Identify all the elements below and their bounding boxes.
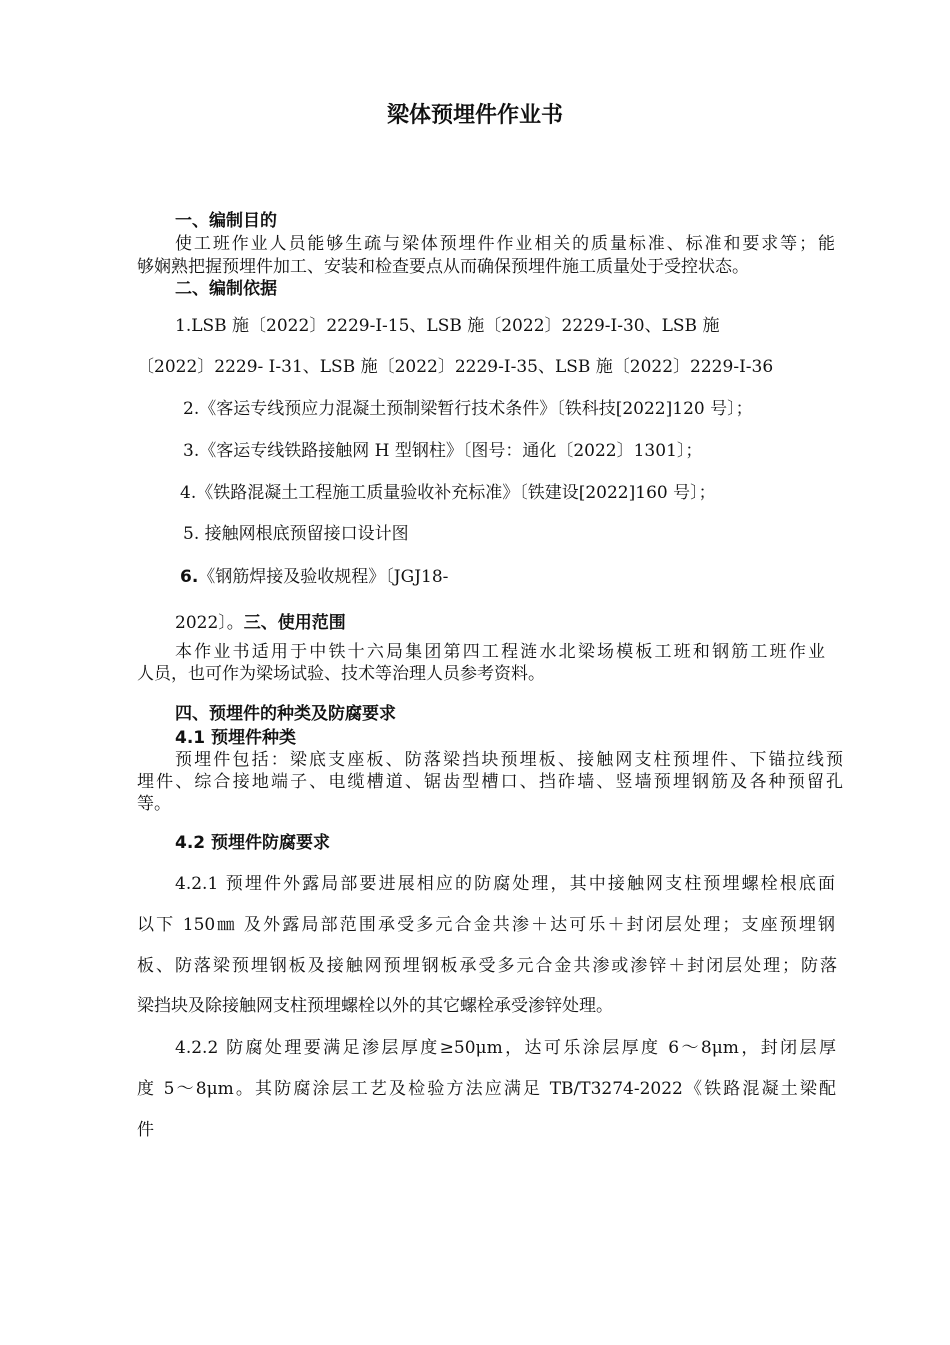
basis-item-6 — [180, 567, 448, 587]
basis-item-6-number: 6. — [180, 567, 199, 587]
clause-4-2-1-line-2: 以下 150㎜ 及外露局部范围承受多元合金共渗＋达可乐＋封闭层处理；支座预埋钢 — [137, 915, 835, 935]
scope-line-2: 人员，也可作为梁场试验、技术等治理人员参考资料。 — [137, 664, 545, 684]
types-line-3: 等。 — [137, 794, 171, 814]
section-heading-types: 四、预埋件的种类及防腐要求 — [175, 704, 396, 724]
clause-4-2-2-line-1: 4.2.2 防腐处理要满足渗层厚度≥50μm，达可乐涂层厚度 6～8μm，封闭层厚 — [175, 1038, 836, 1058]
types-line-1: 预埋件包括：梁底支座板、防落梁挡块预埋板、接触网支柱预埋件、下锚拉线预 — [175, 750, 843, 770]
purpose-line-2: 够娴熟把握预埋件加工、安装和检查要点从而确保预埋件施工质量处于受控状态。 — [137, 257, 749, 277]
types-line-2: 埋件、综合接地端子、电缆槽道、锯齿型槽口、挡砟墙、竖墙预埋钢筋及各种预留孔 — [137, 772, 843, 792]
subsection-heading-4-2: 4.2 预埋件防腐要求 — [175, 833, 331, 853]
clause-4-2-1-line-1: 4.2.1 预埋件外露局部要进展相应的防腐处理，其中接触网支柱预埋螺栓根底面 — [175, 874, 835, 894]
basis-item-6-continuation-and-scope-heading — [175, 613, 346, 633]
section-heading-basis: 二、编制依据 — [175, 279, 277, 299]
basis-item-6-continuation: 2022〕。 — [175, 613, 244, 633]
purpose-line-1: 使工班作业人员能够生疏与梁体预埋件作业相关的质量标准、标准和要求等；能 — [175, 234, 835, 254]
clause-4-2-1-line-3: 板、防落梁预埋钢板及接触网预埋钢板承受多元合金共渗或渗锌＋封闭层处理；防落 — [137, 956, 837, 976]
basis-item-3: 3.《客运专线铁路接触网 H 型钢柱》〔图号：通化〔2022〕1301〕； — [183, 441, 703, 461]
section-heading-scope: 三、使用范围 — [243, 613, 346, 633]
document-title: 梁体预埋件作业书 — [386, 103, 563, 128]
clause-4-2-1-line-4: 梁挡块及除接触网支柱预埋螺栓以外的其它螺栓承受渗锌处理。 — [137, 996, 613, 1016]
basis-item-1-line-1: 1.LSB 施〔2022〕2229-Ⅰ-15、LSB 施〔2022〕2229-Ⅰ-30、LSB 施 — [175, 316, 720, 336]
scope-line-1: 本作业书适用于中铁十六局集团第四工程涟水北梁场模板工班和钢筋工班作业 — [175, 642, 825, 662]
basis-item-4: 4.《铁路混凝土工程施工质量验收补充标准》〔铁建设[2022]160 号〕； — [180, 483, 716, 503]
basis-item-6-text: 《钢筋焊接及验收规程》〔JGJ18- — [198, 567, 449, 587]
basis-item-5: 5. 接触网根底预留接口设计图 — [183, 524, 409, 544]
clause-4-2-2-line-2: 度 5～8μm。其防腐涂层工艺及检验方法应满足 TB/T3274-2022《铁路混凝土梁配 — [137, 1079, 836, 1099]
basis-item-2: 2.《客运专线预应力混凝土预制梁暂行技术条件》〔铁科技[2022]120 号〕； — [183, 399, 753, 419]
clause-4-2-2-line-3: 件 — [137, 1120, 154, 1140]
basis-item-1-line-2: 〔2022〕2229- Ⅰ-31、LSB 施〔2022〕2229-Ⅰ-35、LSB 施〔2022〕2229-Ⅰ-36 — [137, 357, 774, 377]
section-heading-purpose: 一、编制目的 — [175, 211, 277, 231]
subsection-heading-4-1: 4.1 预埋件种类 — [175, 728, 297, 748]
